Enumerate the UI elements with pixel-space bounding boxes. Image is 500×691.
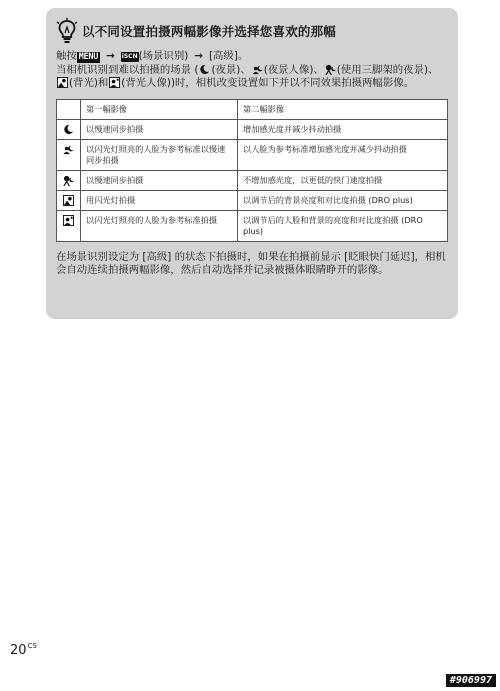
table-row	[57, 190, 448, 210]
page-language-suffix: CS	[27, 642, 37, 650]
table-cell-second: 以人脸为参考标准增加感光度并减少抖动拍摄	[238, 139, 448, 170]
table-row	[57, 210, 448, 241]
document-code: #906997	[446, 674, 496, 687]
arrow-icon: →	[194, 50, 203, 62]
table-cell-icon	[57, 190, 81, 210]
scene-recognition-label: (场景识别)	[138, 50, 189, 62]
table-cell-second: 以调节后的背景亮度和对比度拍摄 (DRO plus)	[238, 190, 448, 210]
blink-note: 在场景识别设定为 [高级] 的状态下拍摄时，如果在拍摄前显示 [眨眼快门延迟]，相机会自动连续拍摄两幅影像，然后自动选择并记录被摄体眼睛睁开的影像。	[56, 250, 446, 277]
page-number	[10, 642, 37, 658]
scene-recognition-icon: iSCN	[121, 53, 138, 60]
table-cell-first: 以闪光灯照亮的人脸为参考标准以慢速同步拍摄	[81, 139, 238, 170]
backlight-icon	[57, 77, 68, 88]
backlight-icon	[60, 195, 77, 206]
menu-icon: MENU	[78, 52, 99, 62]
page-number-value: 20	[10, 643, 27, 658]
table-cell-icon	[57, 170, 81, 190]
table-cell-icon	[57, 139, 81, 170]
night-portrait-icon	[60, 144, 77, 155]
menu-path-line	[56, 50, 448, 64]
line1-prefix: 触按	[56, 50, 77, 62]
table-cell-second: 以调节后的人脸和背景的亮度和对比度拍摄 (DRO plus)	[238, 210, 448, 241]
table-row	[57, 170, 448, 190]
table-header-first: 第一幅影像	[81, 99, 238, 119]
night-portrait-icon	[252, 64, 263, 75]
intro-text: 当相机识别到难以拍摄的场景 (	[56, 63, 199, 76]
table-cell-icon	[57, 119, 81, 139]
table-header-second: 第二幅影像	[238, 99, 448, 119]
tip-header	[56, 18, 448, 44]
tip-title: 以不同设置拍摄两幅影像并选择您喜欢的那幅	[82, 24, 337, 39]
night-label: (夜景)、	[211, 63, 251, 76]
night-scene-icon	[60, 124, 77, 135]
table-row	[57, 139, 448, 170]
table-cell-icon	[57, 210, 81, 241]
night-scene-icon	[199, 64, 210, 75]
backlight-label: (背光)	[69, 77, 98, 90]
tip-box	[46, 8, 458, 319]
backlight-portrait-label: (背光人像))时，相机改变设置如下并以不同效果拍摄两幅影像。	[121, 77, 414, 90]
table-cell-second: 不增加感光度，以更低的快门速度拍摄	[238, 170, 448, 190]
tip-instructions	[56, 50, 448, 91]
advanced-label: [高级]。	[208, 50, 249, 62]
table-row	[57, 119, 448, 139]
tripod-night-label: (使用三脚架的夜景)、	[336, 63, 439, 76]
tripod-night-icon	[325, 64, 336, 75]
and-word: 和	[97, 77, 109, 90]
table-cell-first: 以慢速同步拍摄	[81, 170, 238, 190]
backlight-portrait-icon	[60, 215, 77, 226]
comparison-table	[56, 99, 448, 242]
tripod-night-icon	[60, 175, 77, 186]
arrow-icon: →	[106, 50, 115, 62]
table-cell-first: 用闪光灯拍摄	[81, 190, 238, 210]
table-cell-first: 以闪光灯照亮的人脸为参考标准拍摄	[81, 210, 238, 241]
table-header-row	[57, 99, 448, 119]
backlight-portrait-icon	[109, 77, 120, 88]
night-portrait-label: (夜景人像)、	[263, 63, 324, 76]
table-header-icon	[57, 99, 81, 119]
table-cell-first: 以慢速同步拍摄	[81, 119, 238, 139]
table-cell-second: 增加感光度并减少抖动拍摄	[238, 119, 448, 139]
lightbulb-icon	[56, 18, 78, 44]
intro-paragraph	[56, 64, 448, 91]
